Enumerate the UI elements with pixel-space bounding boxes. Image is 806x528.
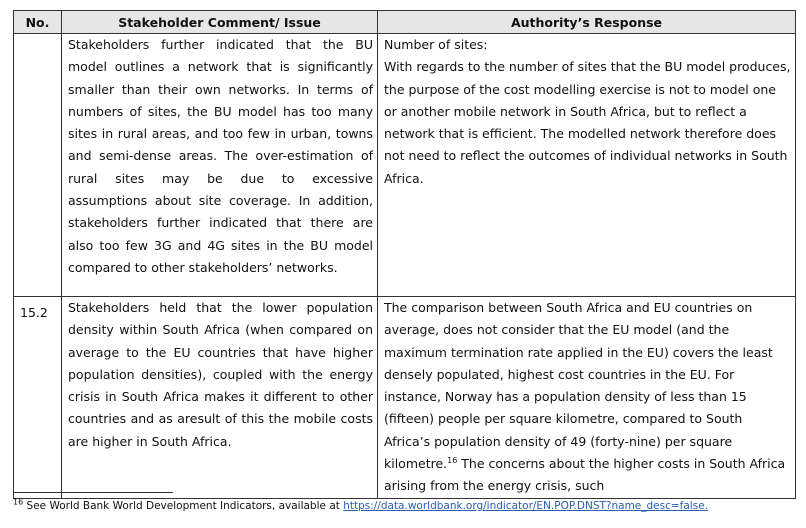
footnote-text: See World Bank World Development Indicators, available at: [23, 500, 344, 512]
footnote: [13, 497, 708, 512]
row-number-cell: [14, 297, 62, 499]
row-number: [14, 34, 61, 39]
header-comment: Stakeholder Comment/ Issue: [62, 11, 378, 34]
stakeholder-response-table: [13, 10, 796, 499]
response-cell: [378, 34, 796, 297]
row-number: 15.2: [20, 305, 48, 320]
response-block: [378, 297, 795, 498]
response-heading: Number of sites:: [384, 37, 488, 52]
header-response: Authority’s Response: [378, 11, 796, 34]
comment-text: Stakeholders further indicated that the BU model outlines a network that is significantly smaller than their own networks. In terms of numbers of sites, the BU model has too many sites in rural areas, and too few in urban, towns and semi-dense areas. The over-estimation of rural sites may be due to excessive assumptions about site coverage. In addition, stakeholders further indicated that there are also too few 3G and 4G sites in the BU model compared to other stakeholders’ networks.: [68, 37, 373, 275]
footnote-link[interactable]: https://data.worldbank.org/indicator/EN.POP.DNST?name_desc=false.: [343, 500, 708, 512]
response-text: The comparison between South Africa and EU countries on average, does not consider that the EU model (and the maximum termination rate applied in the EU) covers the least densely populated, highest cost countries in the EU. For instance, Norway has a population density of less than 15 (fifteen) people per square kilometre, compared to South Africa’s population density of 49 (forty-nine) per square kilometre.: [384, 300, 773, 472]
table-header-row: [14, 11, 796, 34]
comment-cell: [62, 297, 378, 499]
response-text: With regards to the number of sites that the BU model produces, the purpose of the cost modelling exercise is not to model one or another mobile network in South Africa, but to reflect a network that is efficient. The modelled network therefore does not need to reflect the outcomes of individual networks in South Africa.: [384, 59, 791, 186]
table-row: [14, 34, 796, 297]
comment-cell: [62, 34, 378, 297]
row-number-cell: [14, 34, 62, 297]
response-block: [378, 34, 795, 190]
comment-text: Stakeholders held that the lower population density within South Africa (when compared on average to the EU countries that have higher population densities), coupled with the energy crisis in South Africa makes it different to other countries and as aresult of this the mobile costs are higher in South Africa.: [68, 300, 373, 449]
footnote-divider: [13, 492, 173, 493]
header-no: No.: [14, 11, 62, 34]
footnote-reference[interactable]: 16: [447, 455, 458, 465]
response-cell: [378, 297, 796, 499]
table-row: [14, 297, 796, 499]
response-text-continued: The concerns about the higher costs in South Africa arising from the energy crisis, such: [384, 456, 786, 494]
footnote-number: 16: [13, 497, 24, 507]
